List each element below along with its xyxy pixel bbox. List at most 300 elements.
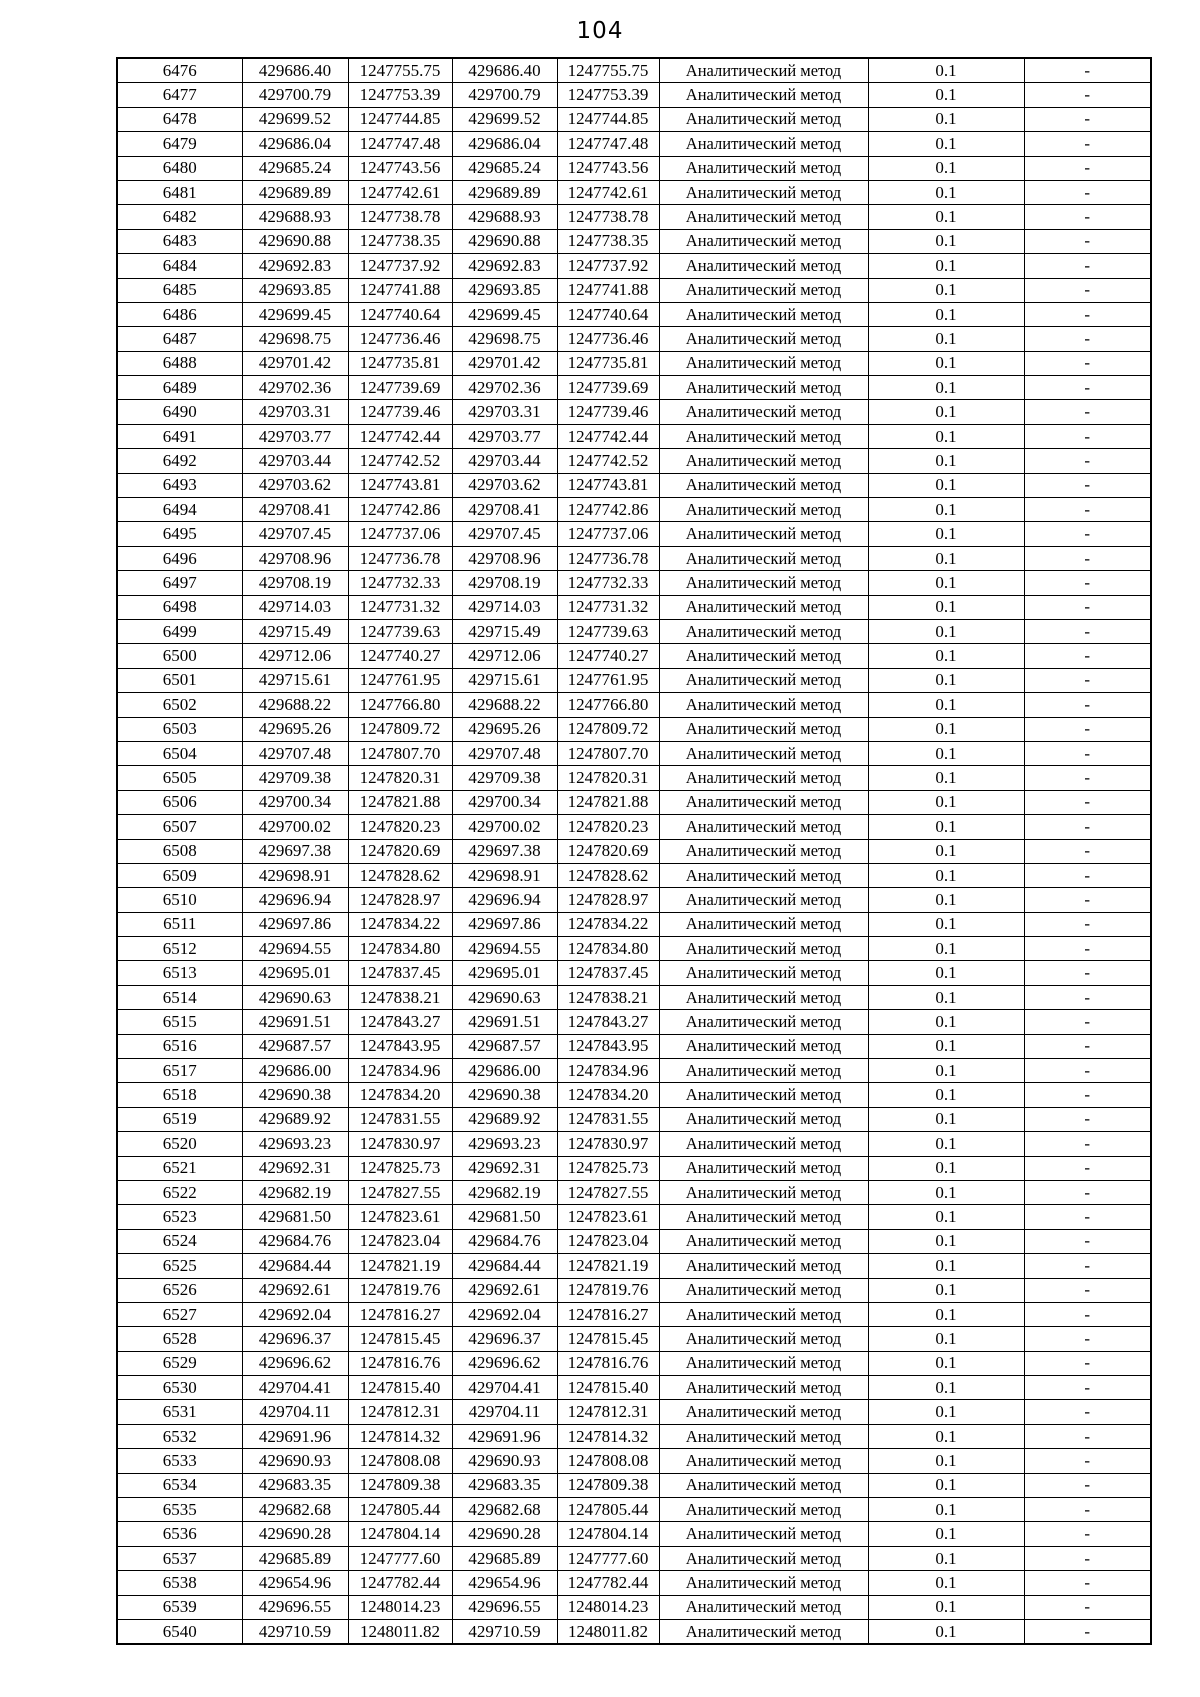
point-number-cell: 6534	[117, 1473, 242, 1497]
note-cell: -	[1024, 595, 1151, 619]
y-coordinate-repeat-cell: 1247739.46	[557, 400, 659, 424]
table-row	[117, 1180, 1151, 1204]
y-coordinate-repeat-cell: 1247805.44	[557, 1498, 659, 1522]
y-coordinate-cell: 1247731.32	[348, 595, 452, 619]
y-coordinate-cell: 1247742.44	[348, 424, 452, 448]
y-coordinate-cell: 1247820.23	[348, 815, 452, 839]
x-coordinate-cell: 429698.91	[242, 863, 348, 887]
x-coordinate-repeat-cell: 429708.19	[452, 571, 557, 595]
x-coordinate-repeat-cell: 429685.24	[452, 156, 557, 180]
y-coordinate-repeat-cell: 1247731.32	[557, 595, 659, 619]
accuracy-cell: 0.1	[868, 766, 1024, 790]
point-number-cell: 6513	[117, 961, 242, 985]
note-cell: -	[1024, 1059, 1151, 1083]
table-row	[117, 937, 1151, 961]
accuracy-cell: 0.1	[868, 668, 1024, 692]
table-row	[117, 571, 1151, 595]
x-coordinate-cell: 429703.77	[242, 424, 348, 448]
note-cell: -	[1024, 1302, 1151, 1326]
table-row	[117, 644, 1151, 668]
note-cell: -	[1024, 912, 1151, 936]
x-coordinate-cell: 429692.61	[242, 1278, 348, 1302]
x-coordinate-repeat-cell: 429714.03	[452, 595, 557, 619]
y-coordinate-repeat-cell: 1247820.69	[557, 839, 659, 863]
note-cell: -	[1024, 1205, 1151, 1229]
y-coordinate-cell: 1247831.55	[348, 1107, 452, 1131]
accuracy-cell: 0.1	[868, 107, 1024, 131]
y-coordinate-cell: 1247837.45	[348, 961, 452, 985]
x-coordinate-cell: 429693.85	[242, 278, 348, 302]
table-row	[117, 1571, 1151, 1595]
note-cell: -	[1024, 1107, 1151, 1131]
table-row	[117, 1229, 1151, 1253]
method-cell: Аналитический метод	[659, 644, 868, 668]
point-number-cell: 6525	[117, 1254, 242, 1278]
table-row	[117, 741, 1151, 765]
y-coordinate-repeat-cell: 1247737.06	[557, 522, 659, 546]
method-cell: Аналитический метод	[659, 229, 868, 253]
table-row	[117, 1522, 1151, 1546]
accuracy-cell: 0.1	[868, 741, 1024, 765]
method-cell: Аналитический метод	[659, 1400, 868, 1424]
x-coordinate-cell: 429703.62	[242, 473, 348, 497]
y-coordinate-repeat-cell: 1247814.32	[557, 1424, 659, 1448]
point-number-cell: 6524	[117, 1229, 242, 1253]
y-coordinate-repeat-cell: 1247816.76	[557, 1351, 659, 1375]
x-coordinate-cell: 429691.96	[242, 1424, 348, 1448]
y-coordinate-cell: 1247828.97	[348, 888, 452, 912]
point-number-cell: 6528	[117, 1327, 242, 1351]
accuracy-cell: 0.1	[868, 58, 1024, 83]
method-cell: Аналитический метод	[659, 205, 868, 229]
y-coordinate-repeat-cell: 1247807.70	[557, 741, 659, 765]
note-cell: -	[1024, 473, 1151, 497]
x-coordinate-cell: 429696.55	[242, 1595, 348, 1619]
point-number-cell: 6483	[117, 229, 242, 253]
method-cell: Аналитический метод	[659, 815, 868, 839]
accuracy-cell: 0.1	[868, 1278, 1024, 1302]
y-coordinate-repeat-cell: 1247815.40	[557, 1376, 659, 1400]
table-row	[117, 498, 1151, 522]
method-cell: Аналитический метод	[659, 1034, 868, 1058]
point-number-cell: 6476	[117, 58, 242, 83]
table-row	[117, 1010, 1151, 1034]
point-number-cell: 6509	[117, 863, 242, 887]
table-row	[117, 1473, 1151, 1497]
point-number-cell: 6477	[117, 83, 242, 107]
x-coordinate-cell: 429696.37	[242, 1327, 348, 1351]
x-coordinate-repeat-cell: 429690.93	[452, 1449, 557, 1473]
method-cell: Аналитический метод	[659, 1156, 868, 1180]
table-row	[117, 132, 1151, 156]
y-coordinate-cell: 1247843.95	[348, 1034, 452, 1058]
y-coordinate-cell: 1247827.55	[348, 1180, 452, 1204]
note-cell: -	[1024, 1156, 1151, 1180]
x-coordinate-cell: 429712.06	[242, 644, 348, 668]
point-number-cell: 6531	[117, 1400, 242, 1424]
note-cell: -	[1024, 254, 1151, 278]
x-coordinate-cell: 429682.19	[242, 1180, 348, 1204]
x-coordinate-repeat-cell: 429681.50	[452, 1205, 557, 1229]
method-cell: Аналитический метод	[659, 1424, 868, 1448]
x-coordinate-repeat-cell: 429686.00	[452, 1059, 557, 1083]
note-cell: -	[1024, 1424, 1151, 1448]
accuracy-cell: 0.1	[868, 717, 1024, 741]
y-coordinate-cell: 1247809.38	[348, 1473, 452, 1497]
point-number-cell: 6484	[117, 254, 242, 278]
y-coordinate-cell: 1247838.21	[348, 985, 452, 1009]
table-row	[117, 1351, 1151, 1375]
table-row	[117, 278, 1151, 302]
y-coordinate-cell: 1247742.52	[348, 449, 452, 473]
note-cell: -	[1024, 1034, 1151, 1058]
x-coordinate-cell: 429683.35	[242, 1473, 348, 1497]
accuracy-cell: 0.1	[868, 278, 1024, 302]
method-cell: Аналитический метод	[659, 1205, 868, 1229]
y-coordinate-cell: 1247815.40	[348, 1376, 452, 1400]
method-cell: Аналитический метод	[659, 1107, 868, 1131]
note-cell: -	[1024, 205, 1151, 229]
point-number-cell: 6519	[117, 1107, 242, 1131]
accuracy-cell: 0.1	[868, 1351, 1024, 1375]
note-cell: -	[1024, 571, 1151, 595]
x-coordinate-cell: 429682.68	[242, 1498, 348, 1522]
x-coordinate-repeat-cell: 429693.23	[452, 1132, 557, 1156]
accuracy-cell: 0.1	[868, 644, 1024, 668]
table-row	[117, 546, 1151, 570]
y-coordinate-repeat-cell: 1247821.88	[557, 790, 659, 814]
note-cell: -	[1024, 132, 1151, 156]
y-coordinate-cell: 1247740.64	[348, 302, 452, 326]
note-cell: -	[1024, 863, 1151, 887]
point-number-cell: 6486	[117, 302, 242, 326]
y-coordinate-cell: 1247820.69	[348, 839, 452, 863]
x-coordinate-cell: 429699.52	[242, 107, 348, 131]
x-coordinate-repeat-cell: 429695.26	[452, 717, 557, 741]
note-cell: -	[1024, 1278, 1151, 1302]
y-coordinate-repeat-cell: 1247743.56	[557, 156, 659, 180]
x-coordinate-cell: 429690.28	[242, 1522, 348, 1546]
x-coordinate-repeat-cell: 429698.75	[452, 327, 557, 351]
y-coordinate-repeat-cell: 1247809.72	[557, 717, 659, 741]
x-coordinate-cell: 429690.63	[242, 985, 348, 1009]
note-cell: -	[1024, 1595, 1151, 1619]
table-row	[117, 1302, 1151, 1326]
table-row	[117, 888, 1151, 912]
note-cell: -	[1024, 327, 1151, 351]
method-cell: Аналитический метод	[659, 961, 868, 985]
note-cell: -	[1024, 937, 1151, 961]
y-coordinate-repeat-cell: 1247834.80	[557, 937, 659, 961]
x-coordinate-cell: 429686.00	[242, 1059, 348, 1083]
x-coordinate-cell: 429697.38	[242, 839, 348, 863]
accuracy-cell: 0.1	[868, 693, 1024, 717]
point-number-cell: 6499	[117, 619, 242, 643]
accuracy-cell: 0.1	[868, 400, 1024, 424]
method-cell: Аналитический метод	[659, 766, 868, 790]
table-row	[117, 985, 1151, 1009]
note-cell: -	[1024, 619, 1151, 643]
x-coordinate-repeat-cell: 429700.79	[452, 83, 557, 107]
x-coordinate-repeat-cell: 429684.76	[452, 1229, 557, 1253]
x-coordinate-repeat-cell: 429697.38	[452, 839, 557, 863]
y-coordinate-cell: 1247743.81	[348, 473, 452, 497]
accuracy-cell: 0.1	[868, 1034, 1024, 1058]
y-coordinate-cell: 1247742.86	[348, 498, 452, 522]
method-cell: Аналитический метод	[659, 376, 868, 400]
x-coordinate-repeat-cell: 429690.38	[452, 1083, 557, 1107]
note-cell: -	[1024, 790, 1151, 814]
method-cell: Аналитический метод	[659, 619, 868, 643]
point-number-cell: 6533	[117, 1449, 242, 1473]
y-coordinate-cell: 1247828.62	[348, 863, 452, 887]
accuracy-cell: 0.1	[868, 229, 1024, 253]
table-row	[117, 58, 1151, 83]
note-cell: -	[1024, 376, 1151, 400]
x-coordinate-cell: 429686.04	[242, 132, 348, 156]
y-coordinate-cell: 1247808.08	[348, 1449, 452, 1473]
accuracy-cell: 0.1	[868, 888, 1024, 912]
x-coordinate-repeat-cell: 429703.77	[452, 424, 557, 448]
y-coordinate-repeat-cell: 1247843.95	[557, 1034, 659, 1058]
y-coordinate-repeat-cell: 1248011.82	[557, 1620, 659, 1645]
accuracy-cell: 0.1	[868, 1424, 1024, 1448]
accuracy-cell: 0.1	[868, 449, 1024, 473]
table-row	[117, 717, 1151, 741]
y-coordinate-cell: 1247743.56	[348, 156, 452, 180]
x-coordinate-repeat-cell: 429704.11	[452, 1400, 557, 1424]
x-coordinate-repeat-cell: 429687.57	[452, 1034, 557, 1058]
accuracy-cell: 0.1	[868, 1156, 1024, 1180]
x-coordinate-repeat-cell: 429685.89	[452, 1546, 557, 1570]
x-coordinate-cell: 429690.93	[242, 1449, 348, 1473]
point-number-cell: 6540	[117, 1620, 242, 1645]
x-coordinate-cell: 429685.89	[242, 1546, 348, 1570]
x-coordinate-cell: 429693.23	[242, 1132, 348, 1156]
point-number-cell: 6538	[117, 1571, 242, 1595]
y-coordinate-repeat-cell: 1247782.44	[557, 1571, 659, 1595]
y-coordinate-repeat-cell: 1247732.33	[557, 571, 659, 595]
x-coordinate-cell: 429696.94	[242, 888, 348, 912]
accuracy-cell: 0.1	[868, 595, 1024, 619]
accuracy-cell: 0.1	[868, 1571, 1024, 1595]
note-cell: -	[1024, 1180, 1151, 1204]
y-coordinate-cell: 1247821.88	[348, 790, 452, 814]
x-coordinate-repeat-cell: 429715.61	[452, 668, 557, 692]
method-cell: Аналитический метод	[659, 790, 868, 814]
y-coordinate-repeat-cell: 1247828.62	[557, 863, 659, 887]
accuracy-cell: 0.1	[868, 1254, 1024, 1278]
y-coordinate-cell: 1247804.14	[348, 1522, 452, 1546]
table-row	[117, 1083, 1151, 1107]
method-cell: Аналитический метод	[659, 888, 868, 912]
x-coordinate-repeat-cell: 429712.06	[452, 644, 557, 668]
method-cell: Аналитический метод	[659, 985, 868, 1009]
accuracy-cell: 0.1	[868, 351, 1024, 375]
y-coordinate-repeat-cell: 1247744.85	[557, 107, 659, 131]
table-row	[117, 961, 1151, 985]
x-coordinate-repeat-cell: 429700.02	[452, 815, 557, 839]
x-coordinate-repeat-cell: 429696.55	[452, 1595, 557, 1619]
method-cell: Аналитический метод	[659, 693, 868, 717]
accuracy-cell: 0.1	[868, 1400, 1024, 1424]
x-coordinate-cell: 429695.26	[242, 717, 348, 741]
x-coordinate-cell: 429698.75	[242, 327, 348, 351]
method-cell: Аналитический метод	[659, 1571, 868, 1595]
table-row	[117, 205, 1151, 229]
note-cell: -	[1024, 1546, 1151, 1570]
note-cell: -	[1024, 229, 1151, 253]
y-coordinate-repeat-cell: 1247823.04	[557, 1229, 659, 1253]
y-coordinate-repeat-cell: 1247742.61	[557, 180, 659, 204]
y-coordinate-cell: 1247820.31	[348, 766, 452, 790]
x-coordinate-repeat-cell: 429682.19	[452, 1180, 557, 1204]
accuracy-cell: 0.1	[868, 961, 1024, 985]
note-cell: -	[1024, 985, 1151, 1009]
note-cell: -	[1024, 1229, 1151, 1253]
table-row	[117, 1107, 1151, 1131]
point-number-cell: 6512	[117, 937, 242, 961]
point-number-cell: 6514	[117, 985, 242, 1009]
y-coordinate-repeat-cell: 1247755.75	[557, 58, 659, 83]
x-coordinate-repeat-cell: 429702.36	[452, 376, 557, 400]
accuracy-cell: 0.1	[868, 1376, 1024, 1400]
table-row	[117, 400, 1151, 424]
x-coordinate-repeat-cell: 429692.04	[452, 1302, 557, 1326]
point-number-cell: 6502	[117, 693, 242, 717]
x-coordinate-cell: 429654.96	[242, 1571, 348, 1595]
x-coordinate-repeat-cell: 429697.86	[452, 912, 557, 936]
y-coordinate-cell: 1247761.95	[348, 668, 452, 692]
point-number-cell: 6491	[117, 424, 242, 448]
x-coordinate-cell: 429697.86	[242, 912, 348, 936]
y-coordinate-cell: 1247812.31	[348, 1400, 452, 1424]
note-cell: -	[1024, 498, 1151, 522]
x-coordinate-cell: 429689.89	[242, 180, 348, 204]
y-coordinate-cell: 1247737.06	[348, 522, 452, 546]
x-coordinate-repeat-cell: 429694.55	[452, 937, 557, 961]
y-coordinate-cell: 1247737.92	[348, 254, 452, 278]
table-row	[117, 1254, 1151, 1278]
point-number-cell: 6487	[117, 327, 242, 351]
x-coordinate-cell: 429690.38	[242, 1083, 348, 1107]
x-coordinate-cell: 429684.76	[242, 1229, 348, 1253]
point-number-cell: 6537	[117, 1546, 242, 1570]
note-cell: -	[1024, 351, 1151, 375]
x-coordinate-cell: 429700.79	[242, 83, 348, 107]
x-coordinate-cell: 429708.19	[242, 571, 348, 595]
note-cell: -	[1024, 1132, 1151, 1156]
method-cell: Аналитический метод	[659, 571, 868, 595]
page-number: 104	[576, 18, 624, 44]
y-coordinate-cell: 1247738.78	[348, 205, 452, 229]
accuracy-cell: 0.1	[868, 863, 1024, 887]
y-coordinate-cell: 1247821.19	[348, 1254, 452, 1278]
y-coordinate-cell: 1247816.27	[348, 1302, 452, 1326]
note-cell: -	[1024, 83, 1151, 107]
note-cell: -	[1024, 741, 1151, 765]
y-coordinate-repeat-cell: 1247843.27	[557, 1010, 659, 1034]
point-number-cell: 6520	[117, 1132, 242, 1156]
note-cell: -	[1024, 1254, 1151, 1278]
method-cell: Аналитический метод	[659, 1180, 868, 1204]
method-cell: Аналитический метод	[659, 1327, 868, 1351]
y-coordinate-cell: 1247805.44	[348, 1498, 452, 1522]
method-cell: Аналитический метод	[659, 156, 868, 180]
point-number-cell: 6497	[117, 571, 242, 595]
x-coordinate-repeat-cell: 429695.01	[452, 961, 557, 985]
method-cell: Аналитический метод	[659, 180, 868, 204]
y-coordinate-repeat-cell: 1247815.45	[557, 1327, 659, 1351]
table-row	[117, 180, 1151, 204]
y-coordinate-cell: 1247739.46	[348, 400, 452, 424]
table-row	[117, 668, 1151, 692]
point-number-cell: 6529	[117, 1351, 242, 1375]
point-number-cell: 6507	[117, 815, 242, 839]
x-coordinate-cell: 429700.02	[242, 815, 348, 839]
y-coordinate-repeat-cell: 1247834.20	[557, 1083, 659, 1107]
method-cell: Аналитический метод	[659, 1010, 868, 1034]
y-coordinate-repeat-cell: 1247736.46	[557, 327, 659, 351]
y-coordinate-repeat-cell: 1247827.55	[557, 1180, 659, 1204]
note-cell: -	[1024, 107, 1151, 131]
note-cell: -	[1024, 302, 1151, 326]
table-body	[117, 58, 1151, 1644]
coordinates-table	[116, 57, 1152, 1645]
y-coordinate-repeat-cell: 1247828.97	[557, 888, 659, 912]
table-row	[117, 815, 1151, 839]
method-cell: Аналитический метод	[659, 400, 868, 424]
note-cell: -	[1024, 1522, 1151, 1546]
point-number-cell: 6526	[117, 1278, 242, 1302]
y-coordinate-cell: 1247777.60	[348, 1546, 452, 1570]
y-coordinate-repeat-cell: 1247812.31	[557, 1400, 659, 1424]
x-coordinate-repeat-cell: 429686.04	[452, 132, 557, 156]
y-coordinate-cell: 1247766.80	[348, 693, 452, 717]
point-number-cell: 6522	[117, 1180, 242, 1204]
x-coordinate-cell: 429685.24	[242, 156, 348, 180]
x-coordinate-cell: 429704.11	[242, 1400, 348, 1424]
y-coordinate-repeat-cell: 1247766.80	[557, 693, 659, 717]
x-coordinate-cell: 429708.41	[242, 498, 348, 522]
table-row	[117, 1400, 1151, 1424]
x-coordinate-cell: 429688.93	[242, 205, 348, 229]
y-coordinate-cell: 1247736.46	[348, 327, 452, 351]
x-coordinate-cell: 429692.83	[242, 254, 348, 278]
method-cell: Аналитический метод	[659, 839, 868, 863]
method-cell: Аналитический метод	[659, 1620, 868, 1645]
note-cell: -	[1024, 888, 1151, 912]
table-row	[117, 619, 1151, 643]
table-row	[117, 1156, 1151, 1180]
x-coordinate-cell: 429702.36	[242, 376, 348, 400]
method-cell: Аналитический метод	[659, 1473, 868, 1497]
accuracy-cell: 0.1	[868, 1132, 1024, 1156]
x-coordinate-repeat-cell: 429696.62	[452, 1351, 557, 1375]
table-row	[117, 1205, 1151, 1229]
accuracy-cell: 0.1	[868, 254, 1024, 278]
note-cell: -	[1024, 1327, 1151, 1351]
accuracy-cell: 0.1	[868, 83, 1024, 107]
x-coordinate-cell: 429707.45	[242, 522, 348, 546]
x-coordinate-repeat-cell: 429683.35	[452, 1473, 557, 1497]
x-coordinate-repeat-cell: 429699.52	[452, 107, 557, 131]
note-cell: -	[1024, 766, 1151, 790]
accuracy-cell: 0.1	[868, 937, 1024, 961]
method-cell: Аналитический метод	[659, 83, 868, 107]
point-number-cell: 6504	[117, 741, 242, 765]
accuracy-cell: 0.1	[868, 1229, 1024, 1253]
